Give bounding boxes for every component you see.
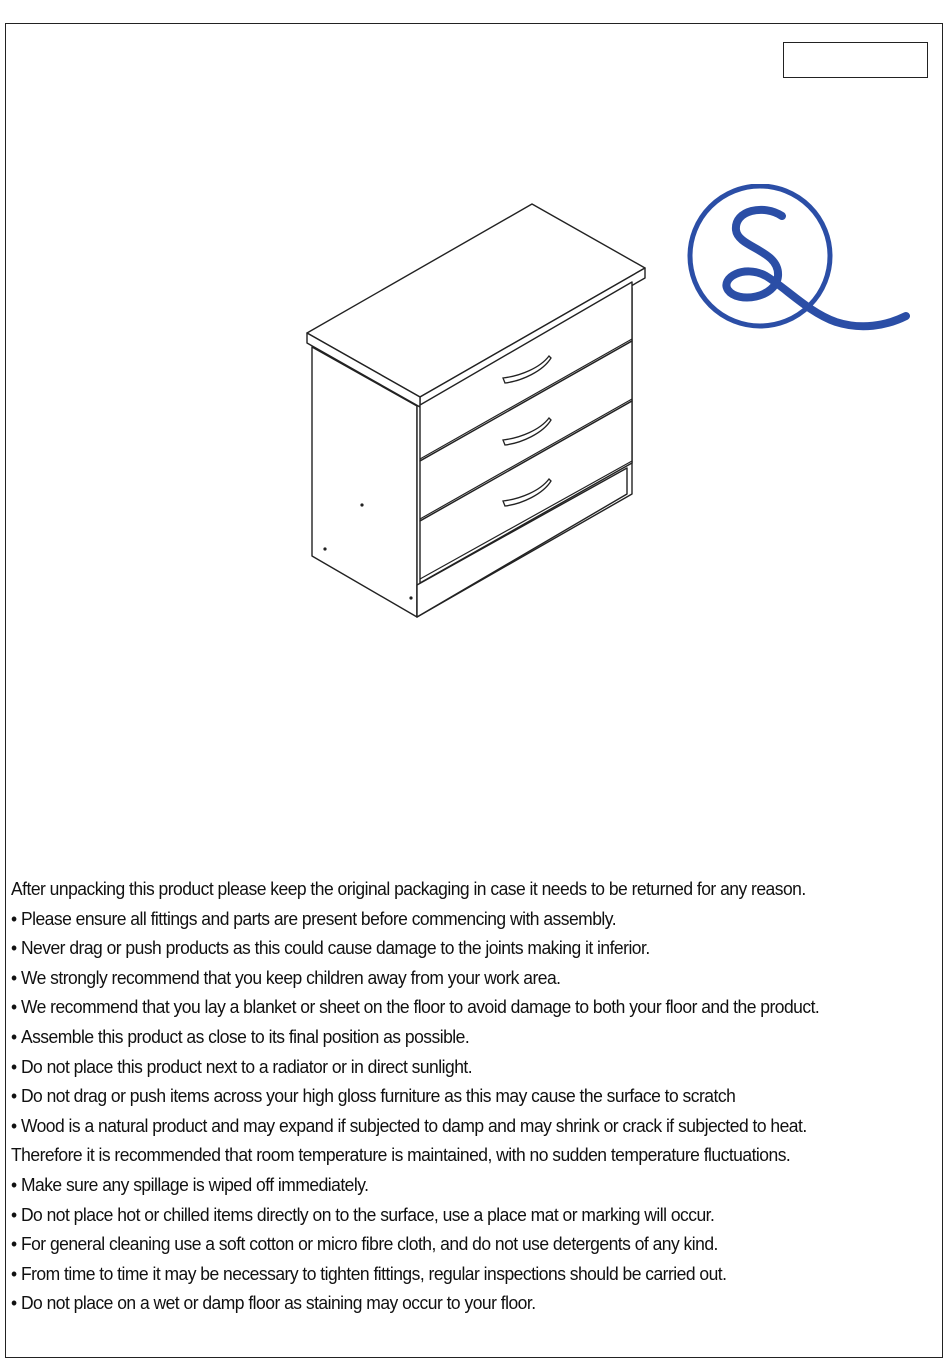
instruction-continuation: Therefore it is recommended that room temperature is maintained, with no sudden temperature fluctuations. — [11, 1144, 791, 1166]
instruction-line: • Do not place hot or chilled items directly on to the surface, use a place mat or marking will occur. — [11, 1200, 889, 1230]
instruction-line: • Make sure any spillage is wiped off immediately. — [11, 1170, 889, 1200]
sq-monogram-logo-icon — [686, 184, 910, 332]
instruction-line: • From time to time it may be necessary to tighten fittings, regular inspections should be carried out. — [11, 1259, 889, 1289]
instruction-line: • Do not drag or push items across your high gloss furniture as this may cause the surface to scratch — [11, 1081, 889, 1111]
instruction-line: • Never drag or push products as this could cause damage to the joints making it inferior. — [11, 933, 889, 963]
intro-line: After unpacking this product please keep the original packaging in case it needs to be returned for any reason. — [11, 878, 806, 899]
instruction-line: • Wood is a natural product and may expand if subjected to damp and may shrink or crack if subjected to heat. — [11, 1111, 889, 1141]
instruction-line: • We strongly recommend that you keep children away from your work area. — [11, 963, 889, 993]
care-instructions — [11, 874, 889, 1318]
instruction-line: • Please ensure all fittings and parts are present before commencing with assembly. — [11, 904, 889, 934]
instruction-line: • We recommend that you lay a blanket or sheet on the floor to avoid damage to both your floor and the product. — [11, 992, 889, 1022]
three-drawer-chest-icon — [300, 196, 650, 622]
product-code-box — [783, 42, 928, 78]
instruction-line: • Do not place on a wet or damp floor as staining may occur to your floor. — [11, 1288, 889, 1318]
instruction-line: • For general cleaning use a soft cotton or micro fibre cloth, and do not use detergents of any kind. — [11, 1229, 889, 1259]
instruction-line: • Assemble this product as close to its final position as possible. — [11, 1022, 889, 1052]
instruction-line: • Do not place this product next to a radiator or in direct sunlight. — [11, 1052, 889, 1082]
